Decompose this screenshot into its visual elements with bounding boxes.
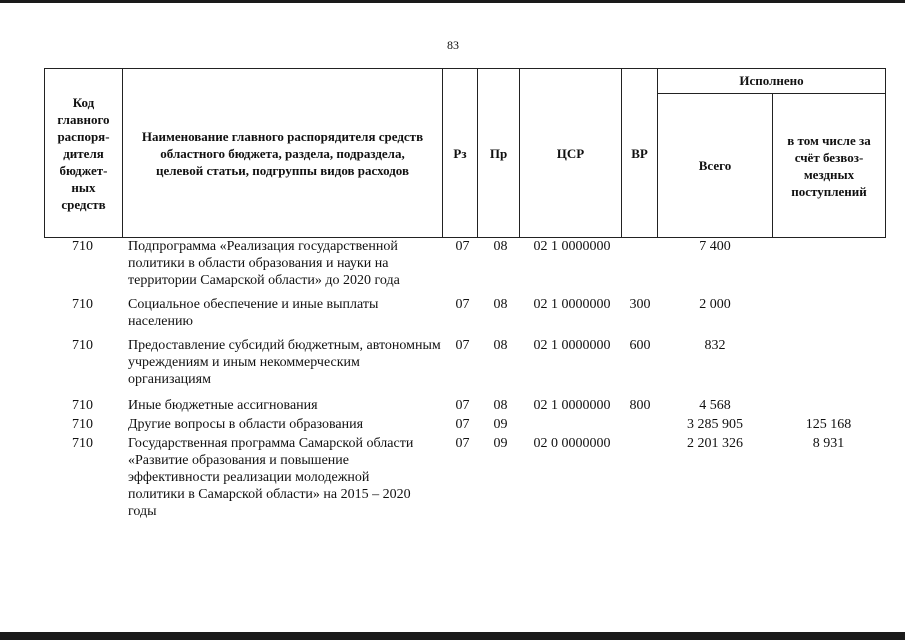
header-executed: Исполнено bbox=[658, 69, 885, 94]
bottom-border bbox=[0, 632, 905, 640]
cell-name: Социальное обеспечение и иные выплаты населению bbox=[128, 297, 379, 329]
cell-vr: 800 bbox=[629, 398, 651, 413]
cell-rz: 07 bbox=[455, 436, 470, 451]
cell-name: Другие вопросы в области образования bbox=[128, 417, 364, 432]
header-vr: ВР bbox=[622, 69, 658, 237]
cell-name: Предоставление субсидий бюджетным, автономным учреждениям и иным некоммерческим организациям bbox=[128, 338, 441, 387]
cell-total: 2 201 326 bbox=[687, 436, 743, 451]
header-rz: Рз bbox=[443, 69, 478, 237]
header-name: Наименование главного распорядителя средств областного бюджета, раздела, подраздела, целевой статьи, подгруппы видов расходов bbox=[123, 69, 443, 237]
cell-total: 4 568 bbox=[699, 398, 731, 413]
cell-code: 710 bbox=[72, 436, 93, 451]
cell-total: 7 400 bbox=[699, 239, 731, 254]
cell-code: 710 bbox=[72, 417, 93, 432]
cell-csr: 02 0 0000000 bbox=[533, 436, 611, 451]
cell-rz: 07 bbox=[455, 239, 470, 254]
cell-total: 832 bbox=[704, 338, 726, 353]
cell-name: Государственная программа Самарской области «Развитие образования и повышение эффективности реализации молодежной политики в Самарской области» на 2015 – 2020 годы bbox=[128, 436, 414, 519]
cell-pr: 09 bbox=[493, 417, 508, 432]
header-code: Код главного распоря-дителя бюджет-ных средств bbox=[45, 69, 123, 237]
header-free: в том числе за счёт безвоз-мездных поступлений bbox=[787, 132, 871, 199]
cell-total: 2 000 bbox=[699, 297, 731, 312]
table-header bbox=[44, 68, 886, 238]
cell-code: 710 bbox=[72, 297, 93, 312]
cell-pr: 08 bbox=[493, 297, 508, 312]
cell-vr: 600 bbox=[629, 338, 651, 353]
page-number: 83 bbox=[447, 38, 459, 52]
cell-csr: 02 1 0000000 bbox=[533, 398, 611, 413]
cell-code: 710 bbox=[72, 338, 93, 353]
cell-rz: 07 bbox=[455, 398, 470, 413]
cell-free: 125 168 bbox=[805, 417, 852, 432]
cell-total: 3 285 905 bbox=[687, 417, 743, 432]
cell-free: 8 931 bbox=[812, 436, 845, 451]
cell-name: Подпрограмма «Реализация государственной политики в области образования и науки на территории Самарской области» до 2020 года bbox=[128, 239, 400, 288]
cell-code: 710 bbox=[72, 239, 93, 254]
cell-csr: 02 1 0000000 bbox=[533, 239, 611, 254]
cell-vr: 300 bbox=[629, 297, 651, 312]
cell-code: 710 bbox=[72, 398, 93, 413]
cell-csr: 02 1 0000000 bbox=[533, 297, 611, 312]
header-pr: Пр bbox=[478, 69, 520, 237]
cell-pr: 08 bbox=[493, 338, 508, 353]
cell-rz: 07 bbox=[455, 417, 470, 432]
header-total: Всего bbox=[658, 94, 773, 237]
cell-pr: 08 bbox=[493, 239, 508, 254]
top-border bbox=[0, 0, 905, 3]
cell-name: Иные бюджетные ассигнования bbox=[128, 398, 318, 413]
cell-rz: 07 bbox=[455, 338, 470, 353]
cell-csr: 02 1 0000000 bbox=[533, 338, 611, 353]
header-csr: ЦСР bbox=[520, 69, 622, 237]
cell-rz: 07 bbox=[455, 297, 470, 312]
cell-pr: 09 bbox=[493, 436, 508, 451]
cell-pr: 08 bbox=[493, 398, 508, 413]
